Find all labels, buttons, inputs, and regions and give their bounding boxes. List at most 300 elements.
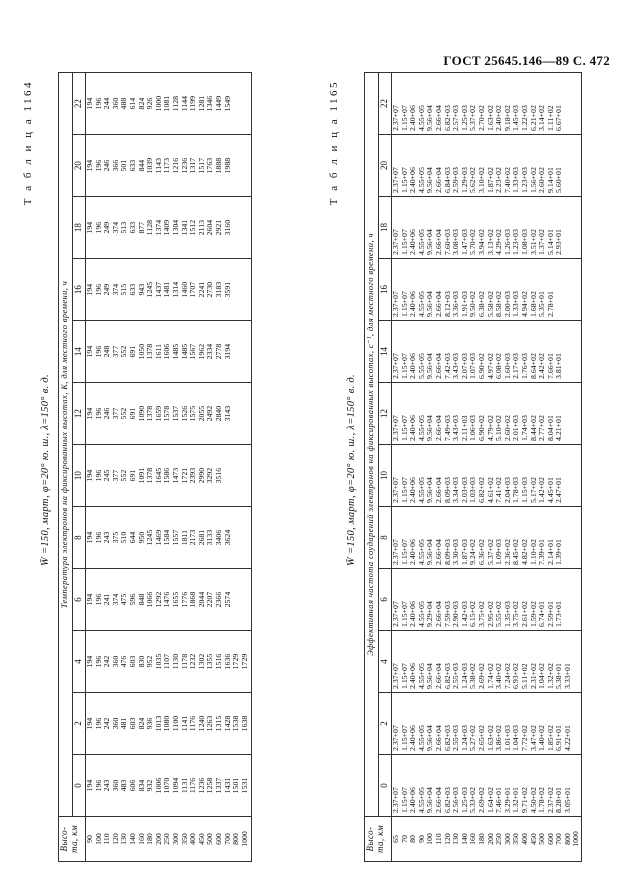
table-cell: 2.66+04	[433, 787, 443, 813]
table-cell: 2.40+06	[408, 353, 418, 379]
height-value: 130	[119, 833, 129, 845]
table-cell	[241, 386, 250, 441]
table-cell: 2.37+07	[391, 477, 400, 503]
height-value: 110	[433, 833, 443, 845]
table-cell: 614	[127, 97, 137, 110]
table-cell: 9.56+04	[425, 105, 435, 131]
table-cell: 196	[93, 717, 103, 730]
table-cell: 1263	[205, 715, 215, 732]
table-cell: 1868	[188, 591, 198, 608]
table-cell	[232, 262, 241, 317]
table-cell: 2.57+03	[451, 105, 461, 131]
table-cell: 2.37+07	[391, 229, 400, 255]
table-cell: 3.29+01	[502, 787, 512, 813]
height-value: 450	[196, 833, 206, 845]
table-cell: 2921	[213, 219, 223, 236]
table-cell: 1094	[170, 777, 180, 794]
table-cell	[572, 696, 581, 751]
table-cell: 4.22+01	[562, 725, 572, 751]
table-cell: 2.37+07	[391, 539, 400, 565]
table-cell: 5.11+02	[519, 663, 529, 689]
height-value: 800	[562, 833, 572, 845]
table-cell	[241, 324, 250, 379]
height-value: 300	[502, 833, 512, 845]
table-cell: 4.55+05	[416, 787, 426, 813]
height-value: 140	[127, 833, 137, 845]
table-cell: 926	[145, 97, 155, 110]
table-cell: 596	[127, 593, 137, 606]
table-cell: 7.40+02	[502, 167, 512, 193]
table-cell: 950	[136, 531, 146, 544]
table-cell: 1460	[179, 281, 189, 298]
table-cell: 2.00+03	[502, 291, 512, 317]
value-column	[86, 321, 252, 383]
table-cell: 5.35+01	[537, 291, 547, 317]
table-cell	[232, 572, 241, 627]
hour-header: 0	[73, 755, 86, 817]
table-cell	[232, 138, 241, 193]
table-cell: 6.82+03	[442, 725, 452, 751]
table-cell: 2840	[213, 405, 223, 422]
height-value: 140	[459, 833, 469, 845]
table-cell: 1.15+07	[399, 105, 409, 131]
table-cell: 633	[127, 159, 137, 172]
table-cell: 7.46+01	[494, 787, 504, 813]
table-cell: 1.47+03	[459, 229, 469, 255]
data-table	[364, 72, 582, 862]
table-cell: 9.56+04	[425, 539, 435, 565]
table-cell: 552	[119, 407, 129, 420]
table-cell: 2.66+04	[433, 663, 443, 689]
table-cell: 1531	[239, 777, 249, 794]
table-cell: 1.74+03	[519, 415, 529, 441]
table-cell: 1776	[179, 591, 189, 608]
height-value: 100	[425, 833, 435, 845]
table-cell: 1302	[196, 653, 206, 670]
page-header: ГОСТ 25645.146—89 С. 472	[443, 53, 610, 68]
table-cell: 8.44+02	[528, 415, 538, 441]
table-cell: 1236	[196, 777, 206, 794]
table-cell: 6.82+03	[442, 663, 452, 689]
table-cell	[232, 76, 241, 131]
table-cell: 1.74+02	[485, 663, 495, 689]
table-cell: 374	[110, 283, 120, 296]
table-cell: 241	[102, 593, 112, 606]
table-cell: 2.55+03	[451, 663, 461, 689]
table-cell: 1107	[162, 653, 172, 670]
table-cell: 4.79+02	[485, 415, 495, 441]
table-cell: 6.82+03	[442, 105, 452, 131]
table-cell: 3406	[213, 529, 223, 546]
table-cell: 824	[136, 97, 146, 110]
table-cell: 1240	[196, 715, 206, 732]
table-cell: 2.37+07	[391, 291, 400, 317]
table-cell: 9.56+04	[425, 787, 435, 813]
table-cell	[572, 448, 581, 503]
table-cell: 9.56+04	[425, 725, 435, 751]
table-cell: 1.32+01	[511, 787, 521, 813]
table-cell: 2.47+01	[554, 477, 564, 503]
table-cell: 194	[85, 345, 94, 358]
table-cell: 1606	[162, 343, 172, 360]
height-value: 500	[537, 833, 547, 845]
table-cell: 4.97+02	[485, 353, 495, 379]
value-column	[392, 135, 582, 197]
table-cell: 1.78+02	[537, 787, 547, 813]
table-cell: 1962	[196, 343, 206, 360]
table-cell: 9.29+04	[425, 601, 435, 627]
hour-header: 12	[73, 383, 86, 445]
table-cell	[241, 510, 250, 565]
table-1165-block	[326, 70, 579, 870]
height-value: 700	[222, 833, 232, 845]
table-cell	[572, 200, 581, 255]
value-column	[392, 383, 582, 445]
table-cell: 1.25+03	[459, 787, 469, 813]
table-cell: 3591	[222, 281, 232, 298]
table-cell: 3.40+02	[494, 663, 504, 689]
table-cell: 1.09+03	[494, 539, 504, 565]
height-value: 200	[153, 833, 163, 845]
table-cell: 360	[110, 97, 120, 110]
value-column	[86, 135, 252, 197]
table-cell: 3.08+03	[451, 229, 461, 255]
table-cell: 194	[85, 283, 94, 296]
height-value: 1000	[239, 831, 249, 847]
table-cell	[572, 138, 581, 193]
hour-header: 6	[379, 569, 392, 631]
table-cell: 2574	[222, 591, 232, 608]
table-cell	[564, 200, 573, 255]
table-cell: 2.37+02	[545, 787, 555, 813]
hours-header-row	[73, 73, 86, 862]
table-cell: 2.90+03	[451, 601, 461, 627]
table-cell: 3.47+02	[528, 725, 538, 751]
table-cell: 2730	[205, 281, 215, 298]
table-cell: 1.33+03	[511, 167, 521, 193]
table-cell: 5.62+02	[468, 167, 478, 193]
table-cell: 8.45+02	[511, 539, 521, 565]
table-cell: 691	[127, 469, 137, 482]
table-cell: 5.37+02	[468, 105, 478, 131]
table-cell: 2.40+06	[408, 663, 418, 689]
table-cell: 8.58+02	[494, 291, 504, 317]
hour-header: 10	[73, 445, 86, 507]
table-cell: 6.82+03	[442, 787, 452, 813]
value-column	[86, 197, 252, 259]
table-cell: 1578	[162, 405, 172, 422]
table-cell: 1128	[170, 95, 180, 112]
table-cell: 1888	[213, 157, 223, 174]
table-cell: 7.59+03	[442, 601, 452, 627]
value-column	[392, 197, 582, 259]
table-cell: 1.15+07	[399, 167, 409, 193]
table-cell: 377	[110, 345, 120, 358]
table-cell: 1.15+07	[399, 291, 409, 317]
table-cell: 4.29+02	[494, 229, 504, 255]
table-cell: 5.17+02	[528, 477, 538, 503]
table-cell: 6.38+02	[476, 291, 486, 317]
table-cell: 3.43+03	[451, 353, 461, 379]
table-cell: 1.25+03	[459, 105, 469, 131]
table-cell: 1.35+03	[502, 601, 512, 627]
table-cell: 2.66+04	[433, 415, 443, 441]
table-cell: 1.59+02	[528, 601, 538, 627]
value-column	[392, 755, 582, 817]
table-cell: 7.42+03	[442, 353, 452, 379]
value-column	[86, 445, 252, 507]
table-cell: 4.55+05	[416, 415, 426, 441]
table-cell: 377	[110, 469, 120, 482]
table-cell: 1549	[222, 95, 232, 112]
table-cell	[232, 386, 241, 441]
table-cell: 8.09+03	[442, 539, 452, 565]
table-cell: 9.56+04	[425, 353, 435, 379]
table-cell: 194	[85, 159, 94, 172]
table-cell: 1.06+03	[468, 415, 478, 441]
table-cell: 5.70+02	[468, 229, 478, 255]
table-cell: 194	[85, 717, 94, 730]
table-cell: 1128	[145, 220, 155, 236]
table-cell: 1236	[179, 157, 189, 174]
table-cell: 4.94+02	[519, 291, 529, 317]
height-value: 90	[85, 835, 94, 843]
height-value: 400	[188, 833, 198, 845]
table-cell: 1611	[153, 343, 163, 360]
table-cell: 1178	[179, 653, 189, 670]
table-cell: 2.04+03	[502, 477, 512, 503]
table-cell: 2.37+07	[391, 353, 400, 379]
height-value: 65	[391, 835, 400, 843]
table-cell: 1.15+07	[399, 787, 409, 813]
table-cell: 4.55+05	[416, 601, 426, 627]
table-cell: 9.56+04	[425, 167, 435, 193]
table-cell: 196	[93, 97, 103, 110]
table-cell: 2.59+01	[545, 601, 555, 627]
height-value: 80	[408, 835, 418, 843]
table-cell: 3.36+03	[451, 291, 461, 317]
table-cell: 2.65+02	[476, 725, 486, 751]
table-cell	[224, 448, 233, 503]
table-cell: 1584	[162, 529, 172, 546]
table-cell: 4.50+02	[528, 787, 538, 813]
table-cell: 1144	[179, 95, 189, 112]
table-cell: 3194	[222, 343, 232, 360]
table-cell: 834	[136, 779, 146, 792]
table-cell: 2604	[205, 219, 215, 236]
table-cell: 4.55+05	[416, 477, 426, 503]
table-cell: 1428	[222, 715, 232, 732]
height-value: 250	[494, 833, 504, 845]
table-cell: 2.40+06	[408, 415, 418, 441]
hours-header-row	[379, 73, 392, 862]
table-cell: 2.66+04	[433, 105, 443, 131]
value-column	[392, 321, 582, 383]
table-cell: 1176	[188, 777, 198, 794]
table-cell: 3.43+03	[451, 415, 461, 441]
table-cell: 1481	[162, 281, 172, 298]
table-cell: 5.37+02	[485, 539, 495, 565]
height-value: 120	[110, 833, 120, 845]
height-value: 90	[416, 835, 426, 843]
table-cell: 196	[93, 531, 103, 544]
height-column	[86, 817, 252, 862]
table-cell: 2.69+02	[476, 663, 486, 689]
table-cell: 2055	[196, 405, 206, 422]
table-cell	[241, 572, 250, 627]
table-cell: 1.29+03	[459, 167, 469, 193]
table-cell: 2393	[188, 467, 198, 484]
table-cell: 1.64+02	[485, 787, 495, 813]
table-cell: 9.56+04	[425, 229, 435, 255]
table-cell: 2366	[213, 591, 223, 608]
table-cell: 606	[127, 779, 137, 792]
table-cell: 2.37+07	[391, 105, 400, 131]
table-cell: 2.56+03	[451, 787, 461, 813]
table-cell: 1.15+07	[399, 539, 409, 565]
table-cell: 196	[93, 407, 103, 420]
table-cell: 3.75+02	[511, 601, 521, 627]
table-cell: 5.33+02	[468, 787, 478, 813]
table-cell: 633	[127, 283, 137, 296]
value-column	[86, 507, 252, 569]
height-column	[392, 817, 582, 862]
table-cell: 5.10+02	[494, 415, 504, 441]
table-cell: 3624	[222, 529, 232, 546]
table-cell: 2.77+02	[537, 415, 547, 441]
table-cell: 1199	[188, 95, 198, 112]
table-cell: 2.11+03	[459, 415, 469, 441]
table-cell	[564, 76, 573, 131]
table-cell: 510	[119, 531, 129, 544]
table-cell: 2173	[188, 529, 198, 546]
table-cell: 6.93+02	[511, 663, 521, 689]
table-cell: 2.37+07	[391, 167, 400, 193]
table-cell: 2.69+02	[476, 787, 486, 813]
height-value: 450	[528, 833, 538, 845]
span-title: Температура электронов на фиксированных высотах, К, для местного времени, ч	[59, 73, 73, 817]
table-cell: 1469	[153, 529, 163, 546]
table-cell	[572, 572, 581, 627]
table-cell: 2.07+03	[459, 353, 469, 379]
table-cell	[241, 200, 250, 255]
height-value: 120	[442, 833, 452, 845]
table-cell: 194	[85, 655, 94, 668]
table-cell: 3133	[205, 529, 215, 546]
table-cell: 844	[136, 159, 146, 172]
table-cell: 1000	[153, 95, 163, 112]
table-cell: 1216	[170, 157, 180, 174]
table-cell: 1245	[145, 281, 155, 298]
table-cell: 2.37+07	[391, 787, 400, 813]
table-cell: 481	[119, 717, 129, 730]
height-header: Высо-та, км	[59, 817, 86, 862]
table-cell: 1567	[188, 343, 198, 360]
table-cell: 1346	[205, 95, 215, 112]
height-value: 500	[205, 833, 215, 845]
table-cell: 196	[93, 283, 103, 296]
table-cell: 5.55+05	[416, 353, 426, 379]
table-cell: 7.39+01	[537, 539, 547, 565]
table-cell: 848	[136, 593, 146, 606]
table-cell: 3.33+01	[562, 663, 572, 689]
span-title: Эффективная частота соударений электронов на фиксированных высотах, с⁻¹, для местного времени, ч	[365, 73, 379, 817]
table-cell: 952	[145, 655, 155, 668]
hour-header: 18	[379, 197, 392, 259]
table-cell: 2.66+04	[433, 725, 443, 751]
table-cell	[572, 386, 581, 441]
table-cell	[572, 758, 581, 813]
table-cell: 8.28+01	[554, 787, 564, 813]
table-cell: 1378	[145, 343, 155, 360]
table-cell: 196	[93, 469, 103, 482]
table-body-row	[392, 73, 582, 862]
table-cell: 1355	[205, 653, 215, 670]
table-cell: 513	[119, 221, 129, 234]
table-cell: 8.12+03	[442, 291, 452, 317]
table-cell: 1.87+02	[485, 167, 495, 193]
hour-header: 18	[73, 197, 86, 259]
table-cell: 2.36+02	[502, 539, 512, 565]
height-value: 100	[93, 833, 103, 845]
table-cell: 1337	[213, 777, 223, 794]
table-cell: 194	[85, 221, 94, 234]
table-cell: 194	[85, 97, 94, 110]
value-column	[392, 73, 582, 135]
table-cell: 476	[119, 655, 129, 668]
table-cell: 1721	[179, 467, 189, 484]
table-cell: 1.33+03	[511, 291, 521, 317]
table-cell: 4.61+02	[485, 477, 495, 503]
table-cell: 4.21+01	[554, 415, 564, 441]
table-cell	[241, 76, 250, 131]
table-number: Т а б л и ц а 1165	[328, 80, 340, 206]
table-cell: 1.78+03	[511, 477, 521, 503]
table-cell: 1245	[145, 529, 155, 546]
hour-header: 2	[379, 693, 392, 755]
table-cell: 249	[102, 221, 112, 234]
table-cell: 243	[102, 779, 112, 792]
table-cell: 3.94+02	[476, 229, 486, 255]
table-cell: 2.66+04	[433, 539, 443, 565]
table-cell: 2990	[196, 467, 206, 484]
table-cell: 2.40+06	[408, 229, 418, 255]
table-cell: 633	[127, 221, 137, 234]
table-cell: 6.84+03	[442, 167, 452, 193]
hour-header: 16	[379, 259, 392, 321]
table-cell: 2.55+03	[451, 725, 461, 751]
table-cell: 7.24+02	[502, 663, 512, 689]
value-column	[86, 383, 252, 445]
table-cell: 245	[102, 469, 112, 482]
table-cell: 6.67+01	[554, 105, 564, 131]
table-cell: 1.37+02	[537, 229, 547, 255]
table-cell: 5.38+02	[468, 663, 478, 689]
table-cell: 1437	[153, 281, 163, 298]
table-cell: 8.09+03	[442, 477, 452, 503]
table-cell: 3.34+03	[451, 477, 461, 503]
table-cell: 1.15+07	[399, 229, 409, 255]
table-cell: 488	[119, 97, 129, 110]
table-cell: 2492	[205, 405, 215, 422]
table-cell: 1.39+01	[554, 539, 564, 565]
table-cell: 6.74+01	[537, 601, 547, 627]
table-caption: W̄ =150, март, φ=20° ю. ш., λ=150° в. д.	[346, 374, 357, 566]
table-cell: 1374	[153, 219, 163, 236]
table-cell: 3160	[222, 219, 232, 236]
table-cell: 1.08+03	[519, 229, 529, 255]
table-cell: 1.07+03	[468, 353, 478, 379]
